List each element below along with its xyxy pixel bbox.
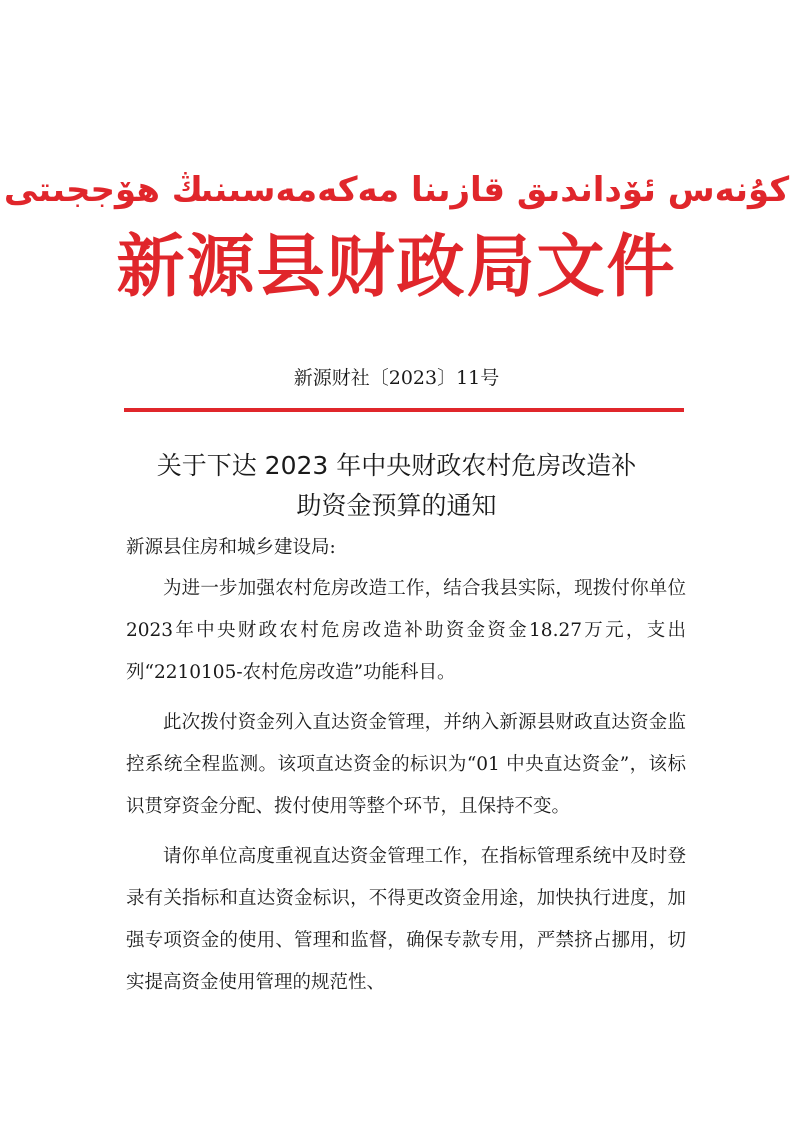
red-divider-line [124, 408, 684, 412]
body-paragraph-2: 此次拨付资金列入直达资金管理，并纳入新源县财政直达资金监控系统全程监测。该项直达资金的标识为“01 中央直达资金”，该标识贯穿资金分配、拨付使用等整个环节，且保持不变。 [126, 712, 686, 817]
recipient: 新源县住房和城乡建设局: [126, 537, 336, 558]
notice-body [126, 568, 686, 1012]
notice-title [100, 446, 693, 526]
notice-title-line-1: 关于下达 2023 年中央财政农村危房改造补 [156, 451, 637, 480]
body-paragraph-1: 为进一步加强农村危房改造工作，结合我县实际，现拨付你单位2023年中央财政农村危房改造补助资金资金18.27万元，支出列“2210105-农村危房改造”功能科目。 [126, 578, 686, 683]
notice-title-line-2: 助资金预算的通知 [296, 491, 497, 520]
document-number: 新源财社〔2023〕11号 [293, 367, 500, 389]
body-paragraph-3: 请你单位高度重视直达资金管理工作，在指标管理系统中及时登录有关指标和直达资金标识，不得更改资金用途，加快执行进度，加强专项资金的使用、管理和监督，确保专款专用，严禁挤占挪用，切实提高资金使用管理的规范性、 [126, 846, 686, 993]
uyghur-header-title: كۇنەس ئۆداندىق قازىنا مەكەمەسىنىڭ ھۆججىتى [3, 170, 790, 210]
document-header-title: 新源县财政局文件 [116, 227, 677, 307]
